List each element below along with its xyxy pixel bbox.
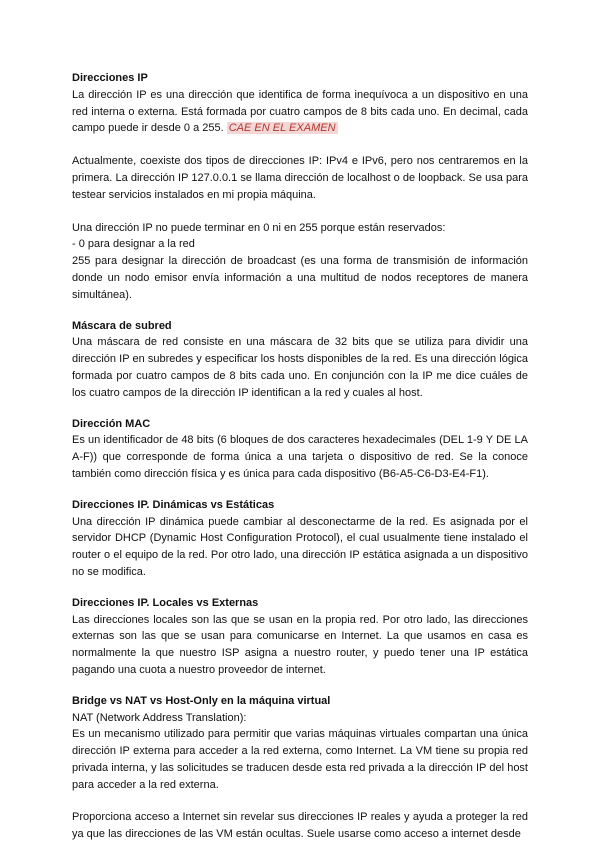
heading-direccion-mac: Dirección MAC: [72, 417, 151, 430]
section-direcciones-ip: [72, 70, 528, 304]
heading-dinamicas-estaticas: Direcciones IP. Dinámicas vs Estáticas: [72, 498, 275, 511]
ip-paragraph-1-text: La dirección IP es una dirección que identifica de forma inequívoca a un dispositivo en una red interna o externa. Está formada por cuatro campos de 8 bits cada uno. En decimal, cada campo puede ir desde 0 a 255.: [72, 88, 528, 135]
nat-paragraph-2: Proporciona acceso a Internet sin revelar sus direcciones IP reales y ayuda a proteger la red ya que las direcciones de las VM están ocultas. Suele usarse como acceso a internet desde: [72, 811, 528, 841]
ip-paragraph-2: Actualmente, coexiste dos tipos de direcciones IP: IPv4 e IPv6, pero nos centraremos en la primera. La dirección IP 127.0.0.1 se llama dirección de localhost o de loopback. Se usa para testear servicios instalados en mi propia máquina.: [72, 155, 528, 201]
section-direccion-mac: [72, 416, 528, 483]
section-dinamicas-estaticas: [72, 497, 528, 581]
spacer: [72, 793, 528, 809]
nat-label: NAT (Network Address Translation):: [72, 711, 247, 724]
nat-paragraph-1: Es un mecanismo utilizado para permitir que varias máquinas virtuales compartan una única dirección IP externa para acceder a la red externa, como Internet. La VM tiene su propia red privada interna, y las solicitudes se traducen desde esta red privada a la dirección IP del host para acceder a la red externa.: [72, 728, 528, 791]
heading-mascara-subred: Máscara de subred: [72, 319, 172, 332]
mac-paragraph: Es un identificador de 48 bits (6 bloques de dos caracteres hexadecimales (DEL 1-9 Y DE LA A-F)) que corresponde de forma única a una tarjeta o dispositivo de red. Se la conoce también como dirección física y es única para cada dispositivo (B6-A5-C6-D3-E4-F1).: [72, 434, 528, 480]
spacer: [72, 204, 528, 220]
section-bridge-nat-hostonly: [72, 693, 528, 843]
section-mascara-subred: [72, 318, 528, 402]
dynamic-paragraph: Una dirección IP dinámica puede cambiar al desconectarme de la red. Es asignada por el servidor DHCP (Dynamic Host Configuration Protocol), el cual usualmente tiene instalado el router o el equipo de la red. Por otro lado, una dirección IP estática asignada a un dispositivo no se modifica.: [72, 515, 528, 578]
heading-direcciones-ip: Direcciones IP: [72, 72, 148, 84]
heading-bridge-nat-hostonly: Bridge vs NAT vs Host-Only en la máquina virtual: [72, 694, 331, 707]
spacer: [72, 137, 528, 153]
heading-locales-externas: Direcciones IP. Locales vs Externas: [72, 596, 259, 609]
ip-paragraph-1: [72, 87, 528, 137]
section-locales-externas: [72, 595, 528, 679]
ip-paragraph-3: Una dirección IP no puede terminar en 0 ni en 255 porque están reservados:: [72, 221, 446, 234]
local-paragraph: Las direcciones locales son las que se usan en la propia red. Por otro lado, las direcciones externas son las que se usan para comunicarse en Internet. La que usamos en casa es normalmente la que nuestro ISP asigna a nuestro router, y puedo tener una IP estática pagando una cuota a nuestro proveedor de internet.: [72, 613, 528, 676]
ip-reserved-broadcast: 255 para designar la dirección de broadcast (es una forma de transmisión de información donde un nodo emisor envía información a una multitud de nodos receptores de manera simultánea).: [72, 255, 528, 301]
ip-reserved-zero: - 0 para designar a la red: [72, 238, 195, 251]
exam-note-highlight: CAE EN EL EXAMEN: [228, 122, 336, 135]
document-page: [72, 70, 528, 857]
mask-paragraph: Una máscara de red consiste en una máscara de 32 bits que se utiliza para dividir una dirección IP en subredes y especificar los hosts disponibles de la red. Es una dirección lógica formada por cuatro campos de 8 bits cada uno. En conjunción con la IP me dice cuáles de los cuatro campos de la dirección IP identifican a la red y cuales al host.: [72, 336, 528, 399]
